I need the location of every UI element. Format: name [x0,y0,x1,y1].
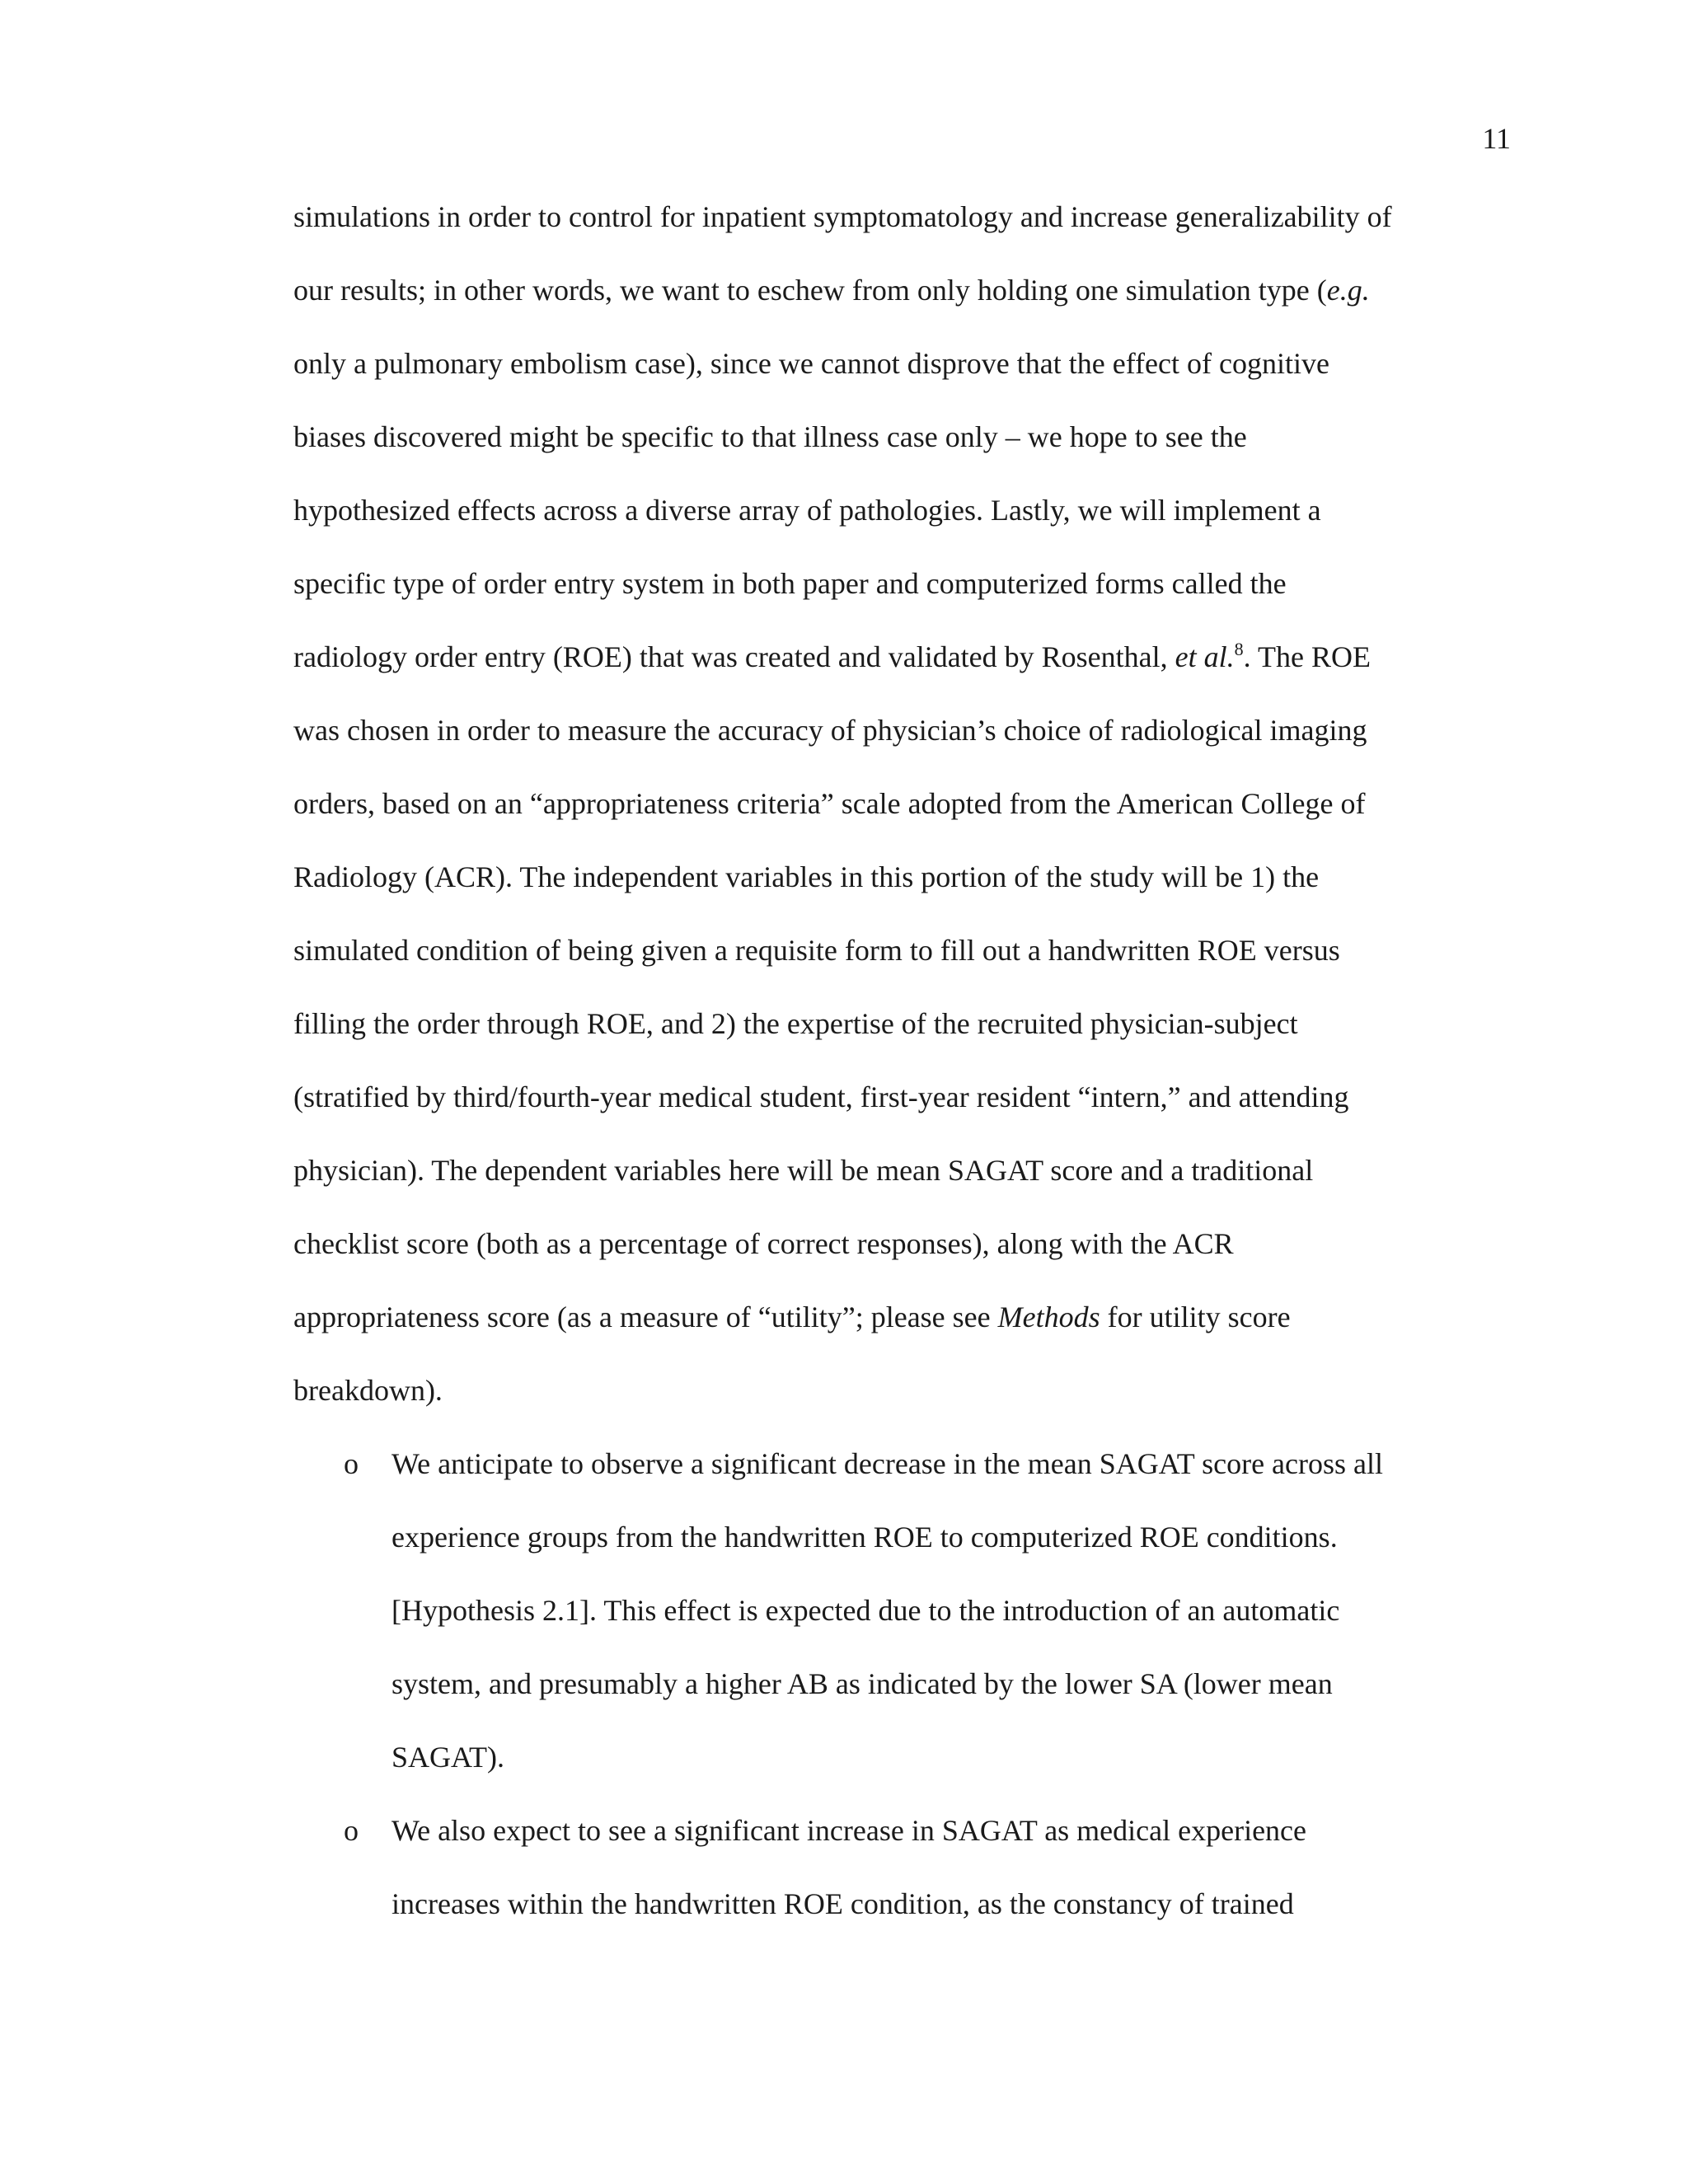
paragraph-line: checklist score (both as a percentage of correct responses), along with the ACR [293,1227,1234,1260]
bullet-line: We anticipate to observe a significant decrease in the mean SAGAT score across all [392,1447,1383,1480]
bullet-line: [Hypothesis 2.1]. This effect is expected due to the introduction of an automatic [392,1594,1340,1627]
paragraph-line: specific type of order entry system in both paper and computerized forms called the [293,567,1287,600]
citation-superscript: 8 [1234,639,1244,659]
bullet-line: We also expect to see a significant increase in SAGAT as medical experience [392,1814,1307,1847]
paragraph-line: breakdown). [293,1374,443,1407]
paragraph-line: simulated condition of being given a requisite form to fill out a handwritten ROE versus [293,934,1340,967]
emphasis-text: e.g. [1326,274,1370,307]
emphasis-text: Methods [997,1301,1100,1333]
emphasis-text: et al. [1175,640,1235,673]
paragraph-line: simulations in order to control for inpatient symptomatology and increase generalizability of [293,200,1392,233]
bullet-line: increases within the handwritten ROE condition, as the constancy of trained [392,1887,1294,1920]
paragraph-line: radiology order entry (ROE) that was created and validated by Rosenthal, et al.$^8$. The ROE [293,639,1371,673]
paragraph-line: physician). The dependent variables here will be mean SAGAT score and a traditional [293,1154,1314,1187]
paragraph-line: filling the order through ROE, and 2) the expertise of the recruited physician-subject [293,1007,1298,1040]
bullet-line: system, and presumably a higher AB as indicated by the lower SA (lower mean [392,1667,1333,1700]
bullet-marker: o [344,1447,359,1480]
paragraph-line: orders, based on an “appropriateness criteria” scale adopted from the American College of [293,787,1366,820]
page-number: 11 [1482,122,1511,155]
paragraph-line: our results; in other words, we want to eschew from only holding one simulation type (e.g. [293,274,1370,307]
paragraph-line: only a pulmonary embolism case), since we cannot disprove that the effect of cognitive [293,347,1329,380]
paragraph-line: appropriateness score (as a measure of “utility”; please see Methods for utility score [293,1301,1291,1333]
paragraph-line: biases discovered might be specific to that illness case only – we hope to see the [293,420,1247,453]
paragraph-line: hypothesized effects across a diverse array of pathologies. Lastly, we will implement a [293,494,1321,527]
bullet-line: experience groups from the handwritten ROE to computerized ROE conditions. [392,1521,1338,1554]
paragraph-line: was chosen in order to measure the accuracy of physician’s choice of radiological imaging [293,714,1367,747]
paragraph-line: Radiology (ACR). The independent variables in this portion of the study will be 1) the [293,860,1320,893]
bullet-line: SAGAT). [392,1741,505,1774]
bullet-marker: o [344,1814,359,1847]
paragraph-line: (stratified by third/fourth-year medical student, first-year resident “intern,” and attending [293,1080,1349,1113]
